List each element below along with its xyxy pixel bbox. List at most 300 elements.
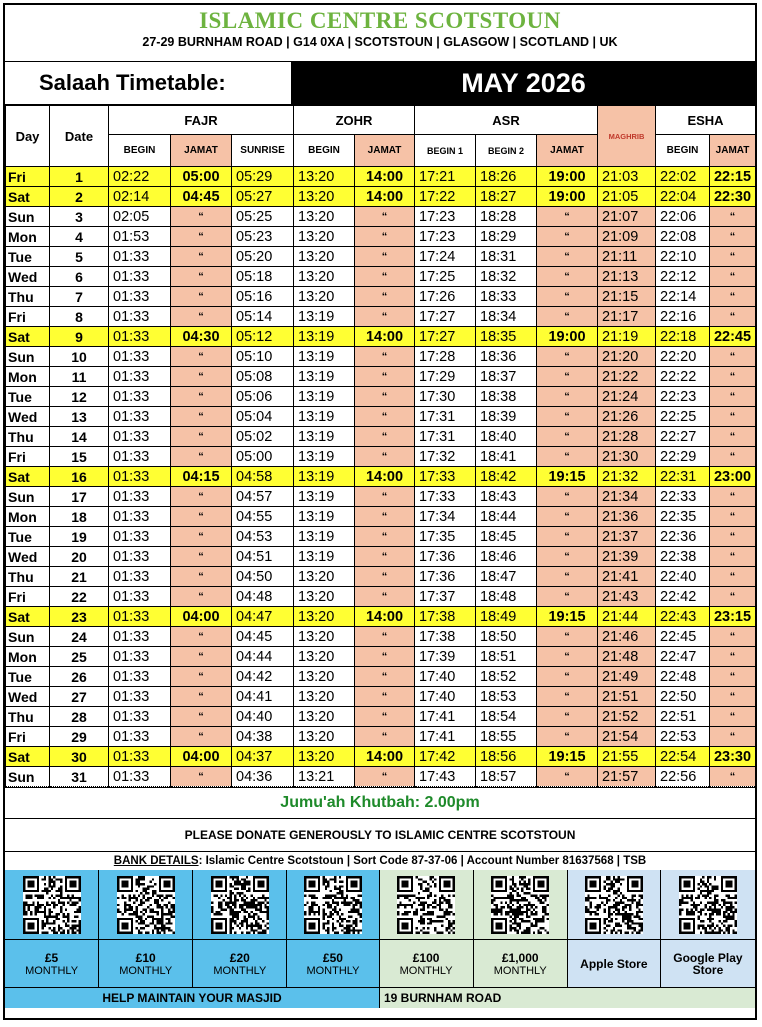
zohr-jamat-cell: “ [355, 687, 415, 707]
maghrib-cell: 21:09 [598, 227, 656, 247]
zohr-begin-cell: 13:20 [294, 707, 355, 727]
zohr-begin-cell: 13:20 [294, 167, 355, 187]
table-row [6, 467, 756, 487]
esha-begin-cell: 22:14 [656, 287, 710, 307]
day-cell: Fri [6, 587, 50, 607]
maghrib-cell: 21:13 [598, 267, 656, 287]
zohr-begin-cell: 13:19 [294, 507, 355, 527]
qr-code-icon[interactable] [99, 870, 192, 940]
asr-jamat-cell: “ [537, 507, 598, 527]
esha-begin-cell: 22:40 [656, 567, 710, 587]
zohr-begin-cell: 13:20 [294, 207, 355, 227]
asr-begin1-cell: 17:24 [415, 247, 476, 267]
footer-row [5, 988, 755, 1008]
fajr-jamat-cell: “ [171, 527, 232, 547]
app-store-qr-cell[interactable] [568, 870, 661, 988]
day-cell: Thu [6, 567, 50, 587]
table-row [6, 747, 756, 767]
zohr-jamat-cell: “ [355, 407, 415, 427]
fajr-begin-cell: 01:33 [109, 407, 171, 427]
asr-jamat-cell: “ [537, 227, 598, 247]
esha-jamat-cell: 22:15 [710, 167, 756, 187]
qr-code-icon[interactable] [568, 870, 660, 940]
sunrise-cell: 04:36 [232, 767, 294, 787]
esha-begin-cell: 22:54 [656, 747, 710, 767]
maghrib-cell: 21:43 [598, 587, 656, 607]
header [5, 5, 755, 62]
esha-jamat-cell: “ [710, 387, 756, 407]
date-cell: 17 [50, 487, 109, 507]
fajr-jamat-cell: “ [171, 507, 232, 527]
col-fajr: FAJR [109, 106, 294, 135]
donation-qr-cell[interactable] [474, 870, 568, 988]
day-cell: Sun [6, 207, 50, 227]
date-cell: 3 [50, 207, 109, 227]
table-row [6, 407, 756, 427]
esha-begin-cell: 22:29 [656, 447, 710, 467]
asr-begin1-cell: 17:27 [415, 327, 476, 347]
maghrib-cell: 21:07 [598, 207, 656, 227]
table-row [6, 607, 756, 627]
date-cell: 31 [50, 767, 109, 787]
day-cell: Thu [6, 707, 50, 727]
table-row [6, 647, 756, 667]
day-cell: Fri [6, 167, 50, 187]
date-cell: 4 [50, 227, 109, 247]
asr-jamat-cell: 19:15 [537, 607, 598, 627]
zohr-begin-cell: 13:20 [294, 227, 355, 247]
fajr-begin-cell: 01:33 [109, 627, 171, 647]
zohr-jamat-cell: 14:00 [355, 187, 415, 207]
date-cell: 14 [50, 427, 109, 447]
asr-begin2-cell: 18:39 [476, 407, 537, 427]
asr-begin1-cell: 17:28 [415, 347, 476, 367]
fajr-jamat-cell: “ [171, 267, 232, 287]
fajr-jamat-cell: “ [171, 347, 232, 367]
asr-jamat-cell: “ [537, 367, 598, 387]
fajr-jamat-cell: “ [171, 207, 232, 227]
sunrise-cell: 04:55 [232, 507, 294, 527]
esha-jamat-cell: “ [710, 507, 756, 527]
table-row [6, 287, 756, 307]
donation-period: MONTHLY [119, 964, 173, 977]
qr-label [568, 940, 660, 988]
qr-code-icon[interactable] [661, 870, 755, 940]
esha-jamat-cell: “ [710, 267, 756, 287]
day-cell: Wed [6, 267, 50, 287]
date-cell: 19 [50, 527, 109, 547]
date-cell: 13 [50, 407, 109, 427]
col-maghrib: MAGHRIB [598, 106, 656, 167]
asr-begin1-h: BEGIN 1 [415, 135, 476, 167]
maghrib-cell: 21:54 [598, 727, 656, 747]
timetable-sheet [3, 3, 757, 1020]
date-cell: 6 [50, 267, 109, 287]
fajr-jamat-cell: 04:30 [171, 327, 232, 347]
asr-begin2-cell: 18:38 [476, 387, 537, 407]
asr-begin2-cell: 18:35 [476, 327, 537, 347]
donation-qr-cell[interactable] [5, 870, 99, 988]
zohr-begin-cell: 13:19 [294, 387, 355, 407]
zohr-begin-cell: 13:20 [294, 647, 355, 667]
esha-jamat-cell: “ [710, 427, 756, 447]
esha-jamat-cell: “ [710, 567, 756, 587]
table-row [6, 667, 756, 687]
fajr-begin-cell: 01:33 [109, 287, 171, 307]
asr-begin2-cell: 18:34 [476, 307, 537, 327]
asr-begin1-cell: 17:39 [415, 647, 476, 667]
donation-amount: £100 [412, 950, 440, 965]
zohr-begin-cell: 13:19 [294, 527, 355, 547]
esha-jamat-cell: “ [710, 487, 756, 507]
table-row [6, 167, 756, 187]
donation-period: MONTHLY [493, 964, 547, 977]
maghrib-cell: 21:19 [598, 327, 656, 347]
zohr-begin-cell: 13:20 [294, 267, 355, 287]
maghrib-cell: 21:37 [598, 527, 656, 547]
date-cell: 2 [50, 187, 109, 207]
fajr-jamat-cell: 05:00 [171, 167, 232, 187]
asr-begin1-cell: 17:27 [415, 307, 476, 327]
asr-jamat-cell: 19:15 [537, 747, 598, 767]
day-cell: Sat [6, 607, 50, 627]
table-row [6, 307, 756, 327]
donation-qr-cell[interactable] [287, 870, 379, 988]
donation-period: MONTHLY [399, 964, 453, 977]
asr-jamat-cell: “ [537, 667, 598, 687]
zohr-begin-cell: 13:20 [294, 587, 355, 607]
esha-begin-cell: 22:04 [656, 187, 710, 207]
zohr-begin-cell: 13:19 [294, 427, 355, 447]
zohr-jamat-cell: “ [355, 767, 415, 787]
sunrise-cell: 05:04 [232, 407, 294, 427]
asr-jamat-cell: “ [537, 347, 598, 367]
qr-label [661, 940, 755, 988]
asr-jamat-cell: “ [537, 427, 598, 447]
fajr-jamat-cell: “ [171, 667, 232, 687]
esha-jamat-cell: “ [710, 367, 756, 387]
asr-jamat-cell: 19:15 [537, 467, 598, 487]
maghrib-cell: 21:15 [598, 287, 656, 307]
asr-begin1-cell: 17:32 [415, 447, 476, 467]
esha-jamat-cell: 23:30 [710, 747, 756, 767]
fajr-jamat-cell: “ [171, 447, 232, 467]
date-cell: 7 [50, 287, 109, 307]
asr-jamat-cell: “ [537, 547, 598, 567]
fajr-begin-cell: 01:33 [109, 667, 171, 687]
donation-period: MONTHLY [213, 964, 267, 977]
zohr-begin-cell: 13:19 [294, 547, 355, 567]
day-cell: Mon [6, 367, 50, 387]
fajr-begin-cell: 01:33 [109, 727, 171, 747]
asr-jamat-cell: “ [537, 687, 598, 707]
zohr-jamat-cell: “ [355, 247, 415, 267]
asr-jamat-cell: “ [537, 287, 598, 307]
esha-begin-cell: 22:35 [656, 507, 710, 527]
date-cell: 29 [50, 727, 109, 747]
asr-begin1-cell: 17:31 [415, 427, 476, 447]
sunrise-cell: 05:25 [232, 207, 294, 227]
fajr-sunrise-h: SUNRISE [232, 135, 294, 167]
table-row [6, 267, 756, 287]
day-cell: Fri [6, 727, 50, 747]
esha-jamat-cell: “ [710, 227, 756, 247]
maghrib-cell: 21:46 [598, 627, 656, 647]
fajr-jamat-cell: “ [171, 707, 232, 727]
asr-begin1-cell: 17:42 [415, 747, 476, 767]
maghrib-cell: 21:44 [598, 607, 656, 627]
donation-amount: £50 [322, 950, 343, 965]
fajr-begin-cell: 01:33 [109, 547, 171, 567]
zohr-begin-cell: 13:19 [294, 347, 355, 367]
table-row [6, 187, 756, 207]
day-cell: Tue [6, 387, 50, 407]
fajr-begin-h: BEGIN [109, 135, 171, 167]
asr-begin1-cell: 17:21 [415, 167, 476, 187]
esha-begin-cell: 22:31 [656, 467, 710, 487]
table-row [6, 427, 756, 447]
fajr-begin-cell: 01:33 [109, 687, 171, 707]
asr-begin1-cell: 17:23 [415, 207, 476, 227]
zohr-jamat-cell: “ [355, 347, 415, 367]
day-cell: Sat [6, 187, 50, 207]
esha-begin-cell: 22:23 [656, 387, 710, 407]
maghrib-cell: 21:39 [598, 547, 656, 567]
jumuah-note: Jumu'ah Khutbah: 2.00pm [5, 787, 755, 819]
date-cell: 9 [50, 327, 109, 347]
fajr-begin-cell: 01:33 [109, 367, 171, 387]
asr-begin2-cell: 18:52 [476, 667, 537, 687]
date-cell: 24 [50, 627, 109, 647]
maghrib-cell: 21:52 [598, 707, 656, 727]
esha-begin-cell: 22:51 [656, 707, 710, 727]
sunrise-cell: 05:20 [232, 247, 294, 267]
esha-jamat-cell: “ [710, 627, 756, 647]
sunrise-cell: 04:38 [232, 727, 294, 747]
esha-begin-cell: 22:43 [656, 607, 710, 627]
zohr-begin-cell: 13:20 [294, 287, 355, 307]
qr-code-icon[interactable] [287, 870, 378, 940]
fajr-jamat-cell: “ [171, 647, 232, 667]
zohr-begin-cell: 13:20 [294, 567, 355, 587]
app-store-label: Google Play Store [673, 950, 743, 977]
donation-qr-cell[interactable] [193, 870, 287, 988]
esha-begin-cell: 22:50 [656, 687, 710, 707]
date-cell: 8 [50, 307, 109, 327]
fajr-jamat-cell: 04:00 [171, 607, 232, 627]
date-cell: 15 [50, 447, 109, 467]
date-cell: 25 [50, 647, 109, 667]
header-row-1 [6, 106, 756, 135]
donation-qr-cell[interactable] [99, 870, 193, 988]
zohr-jamat-h: JAMAT [355, 135, 415, 167]
maghrib-cell: 21:41 [598, 567, 656, 587]
asr-begin1-cell: 17:36 [415, 547, 476, 567]
maghrib-cell: 21:05 [598, 187, 656, 207]
maghrib-cell: 21:17 [598, 307, 656, 327]
fajr-begin-cell: 01:33 [109, 487, 171, 507]
fajr-jamat-cell: “ [171, 727, 232, 747]
asr-begin2-cell: 18:53 [476, 687, 537, 707]
esha-jamat-cell: 22:45 [710, 327, 756, 347]
maghrib-cell: 21:28 [598, 427, 656, 447]
esha-begin-cell: 22:45 [656, 627, 710, 647]
fajr-jamat-cell: “ [171, 407, 232, 427]
asr-begin2-cell: 18:28 [476, 207, 537, 227]
asr-jamat-cell: “ [537, 727, 598, 747]
zohr-jamat-cell: 14:00 [355, 747, 415, 767]
asr-begin1-cell: 17:37 [415, 587, 476, 607]
sunrise-cell: 05:23 [232, 227, 294, 247]
esha-jamat-cell: “ [710, 347, 756, 367]
asr-begin1-cell: 17:40 [415, 667, 476, 687]
asr-begin1-cell: 17:33 [415, 467, 476, 487]
zohr-begin-cell: 13:19 [294, 487, 355, 507]
donation-qr-row [5, 870, 755, 988]
donation-qr-cell[interactable] [380, 870, 474, 988]
esha-begin-cell: 22:47 [656, 647, 710, 667]
table-row [6, 487, 756, 507]
maghrib-cell: 21:55 [598, 747, 656, 767]
asr-jamat-cell: “ [537, 567, 598, 587]
esha-jamat-cell: “ [710, 667, 756, 687]
day-cell: Mon [6, 227, 50, 247]
date-cell: 22 [50, 587, 109, 607]
zohr-begin-cell: 13:19 [294, 307, 355, 327]
table-row [6, 767, 756, 787]
asr-jamat-cell: “ [537, 387, 598, 407]
maghrib-cell: 21:32 [598, 467, 656, 487]
sunrise-cell: 04:51 [232, 547, 294, 567]
donate-banner: PLEASE DONATE GENEROUSLY TO ISLAMIC CENTRE SCOTSTOUN [5, 819, 755, 852]
asr-begin2-h: BEGIN 2 [476, 135, 537, 167]
asr-begin1-cell: 17:33 [415, 487, 476, 507]
esha-begin-cell: 22:12 [656, 267, 710, 287]
fajr-begin-cell: 02:14 [109, 187, 171, 207]
asr-begin2-cell: 18:56 [476, 747, 537, 767]
zohr-jamat-cell: “ [355, 487, 415, 507]
qr-code-icon[interactable] [193, 870, 286, 940]
asr-jamat-cell: “ [537, 587, 598, 607]
asr-jamat-cell: “ [537, 627, 598, 647]
fajr-begin-cell: 01:53 [109, 227, 171, 247]
zohr-jamat-cell: “ [355, 367, 415, 387]
asr-jamat-cell: “ [537, 267, 598, 287]
fajr-begin-cell: 01:33 [109, 767, 171, 787]
esha-begin-cell: 22:36 [656, 527, 710, 547]
fajr-jamat-cell: “ [171, 367, 232, 387]
zohr-jamat-cell: “ [355, 707, 415, 727]
qr-code-icon[interactable] [5, 870, 98, 940]
esha-begin-cell: 22:18 [656, 327, 710, 347]
table-row [6, 567, 756, 587]
asr-begin2-cell: 18:36 [476, 347, 537, 367]
esha-jamat-cell: “ [710, 207, 756, 227]
sunrise-cell: 05:10 [232, 347, 294, 367]
date-cell: 21 [50, 567, 109, 587]
fajr-begin-cell: 01:33 [109, 707, 171, 727]
asr-begin1-cell: 17:26 [415, 287, 476, 307]
zohr-jamat-cell: 14:00 [355, 607, 415, 627]
asr-jamat-cell: 19:00 [537, 327, 598, 347]
zohr-begin-cell: 13:19 [294, 447, 355, 467]
asr-begin1-cell: 17:34 [415, 507, 476, 527]
asr-begin1-cell: 17:23 [415, 227, 476, 247]
zohr-begin-cell: 13:20 [294, 627, 355, 647]
sunrise-cell: 04:57 [232, 487, 294, 507]
footer-right: 19 BURNHAM ROAD [380, 988, 755, 1008]
sunrise-cell: 05:06 [232, 387, 294, 407]
zohr-begin-cell: 13:20 [294, 687, 355, 707]
sunrise-cell: 04:45 [232, 627, 294, 647]
day-cell: Wed [6, 407, 50, 427]
zohr-jamat-cell: “ [355, 587, 415, 607]
bank-text: : Islamic Centre Scotstoun | Sort Code 87-37-06 | Account Number 81637568 | TSB [198, 855, 647, 867]
zohr-jamat-cell: “ [355, 727, 415, 747]
qr-label [380, 940, 473, 988]
zohr-begin-h: BEGIN [294, 135, 355, 167]
day-cell: Tue [6, 247, 50, 267]
asr-begin2-cell: 18:51 [476, 647, 537, 667]
esha-begin-cell: 22:16 [656, 307, 710, 327]
zohr-begin-cell: 13:20 [294, 667, 355, 687]
zohr-jamat-cell: “ [355, 447, 415, 467]
org-address: 27-29 BURNHAM ROAD | G14 0XA | SCOTSTOUN | GLASGOW | SCOTLAND | UK [142, 35, 618, 49]
donation-amount: £20 [229, 950, 250, 965]
fajr-jamat-cell: “ [171, 227, 232, 247]
sunrise-cell: 05:08 [232, 367, 294, 387]
bank-details [5, 852, 755, 870]
fajr-begin-cell: 01:33 [109, 527, 171, 547]
esha-begin-cell: 22:20 [656, 347, 710, 367]
esha-jamat-cell: “ [710, 687, 756, 707]
day-cell: Mon [6, 507, 50, 527]
fajr-begin-cell: 01:33 [109, 587, 171, 607]
zohr-begin-cell: 13:20 [294, 747, 355, 767]
sunrise-cell: 05:29 [232, 167, 294, 187]
table-row [6, 367, 756, 387]
zohr-begin-cell: 13:19 [294, 407, 355, 427]
qr-code-icon[interactable] [380, 870, 473, 940]
asr-begin1-cell: 17:41 [415, 707, 476, 727]
asr-begin2-cell: 18:47 [476, 567, 537, 587]
fajr-begin-cell: 01:33 [109, 347, 171, 367]
donation-period: MONTHLY [25, 964, 79, 977]
app-store-qr-cell[interactable] [661, 870, 755, 988]
esha-jamat-cell: “ [710, 647, 756, 667]
maghrib-cell: 21:48 [598, 647, 656, 667]
qr-code-icon[interactable] [474, 870, 567, 940]
esha-jamat-cell: 22:30 [710, 187, 756, 207]
day-cell: Sun [6, 487, 50, 507]
table-row [6, 387, 756, 407]
asr-jamat-cell: “ [537, 647, 598, 667]
table-row [6, 247, 756, 267]
fajr-begin-cell: 01:33 [109, 387, 171, 407]
fajr-jamat-cell: “ [171, 247, 232, 267]
day-cell: Sat [6, 467, 50, 487]
date-cell: 20 [50, 547, 109, 567]
sunrise-cell: 04:50 [232, 567, 294, 587]
esha-begin-cell: 22:10 [656, 247, 710, 267]
zohr-jamat-cell: 14:00 [355, 327, 415, 347]
esha-jamat-cell: “ [710, 767, 756, 787]
maghrib-cell: 21:20 [598, 347, 656, 367]
asr-begin2-cell: 18:31 [476, 247, 537, 267]
asr-jamat-cell: “ [537, 207, 598, 227]
asr-begin1-cell: 17:35 [415, 527, 476, 547]
table-row [6, 707, 756, 727]
